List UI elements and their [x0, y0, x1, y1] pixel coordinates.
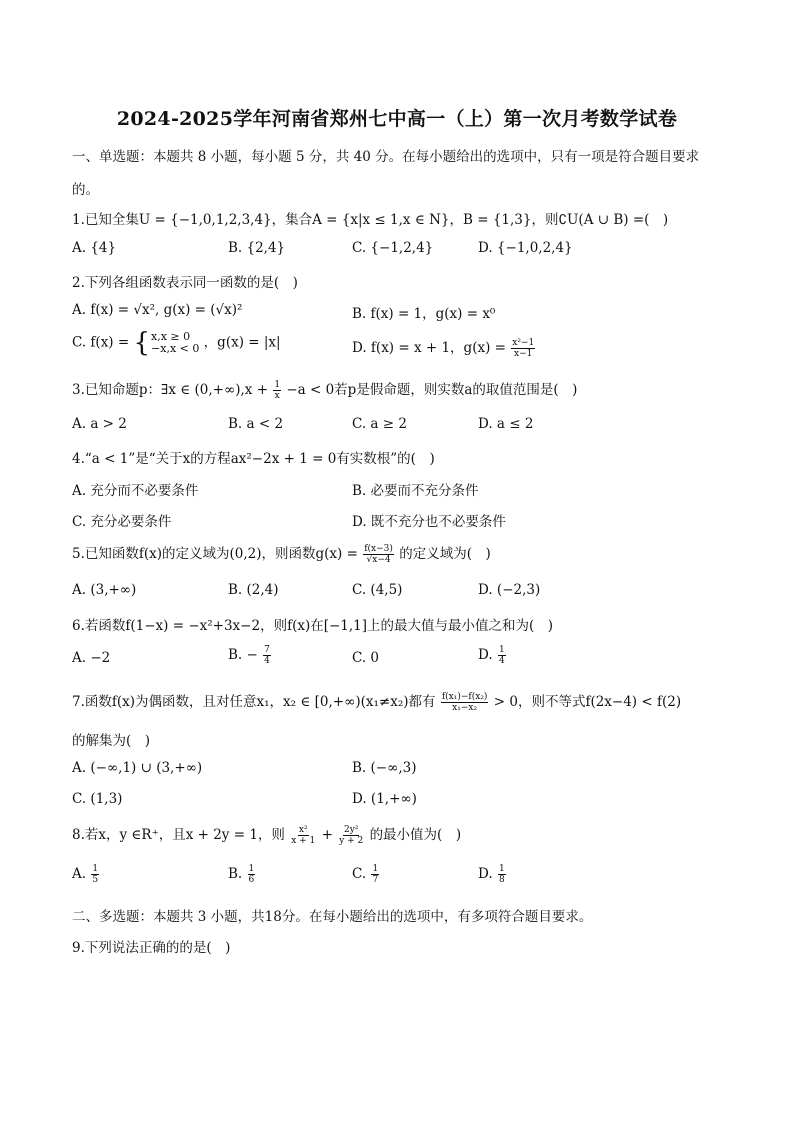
q3-stem-part-a: 3.已知命题p：∃x ∈ (0,+∞),x + [72, 382, 269, 398]
option-prefix: C. [352, 866, 367, 882]
q2-option-b: B. f(x) = 1，g(x) = x⁰ [352, 306, 496, 322]
fraction-denominator: 4 [264, 656, 270, 666]
q3-stem-part-b: −a < 0若p是假命题，则实数a的取值范围是( ) [286, 382, 578, 398]
q8-option-c [352, 864, 380, 885]
fraction-denominator: 5 [92, 875, 99, 885]
q8-stem-part-b: 的最小值为( ) [369, 827, 462, 843]
q6-stem: 6.若函数f(1−x) = −x²+3x−2，则f(x)在[−1,1]上的最大值与最小值之和为( ) [72, 618, 554, 634]
fraction-numerator: 1 [372, 864, 379, 874]
fraction-denominator: x + 1 [291, 836, 316, 846]
q7-fraction [441, 692, 489, 713]
fraction-denominator: x [274, 391, 280, 401]
q8-option-a [72, 864, 100, 885]
fraction-denominator: 4 [498, 656, 505, 666]
fraction-denominator: 6 [248, 875, 255, 885]
q3-option-d: D. a ≤ 2 [478, 416, 534, 432]
q4-option-d: D. 既不充分也不必要条件 [352, 514, 506, 530]
q7-stem [72, 690, 681, 713]
q2-option-c-piecewise [133, 330, 199, 356]
option-prefix: D. [478, 866, 493, 882]
q6-option-d [478, 645, 507, 666]
exam-title: 2024-2025学年河南省郑州七中高一（上）第一次月考数学试卷 [116, 108, 678, 130]
q7-stem-part-a: 7.函数f(x)为偶函数，且对任意x₁，x₂ ∈ [0,+∞)(x₁≠x₂)都有 [72, 694, 436, 710]
q1-stem: 1.已知全集U = {−1,0,1,2,3,4}，集合A = {x|x ≤ 1,x ∈ N}，B = {1,3}，则∁U(A ∪ B) =( ) [72, 212, 669, 228]
q7-option-c: C. (1,3) [72, 791, 123, 807]
fraction-denominator: x−1 [514, 349, 533, 359]
q8-plus: + [321, 827, 333, 843]
q3-option-a: A. a > 2 [72, 416, 127, 432]
section1-header-cont: 的。 [72, 182, 99, 198]
q1-option-c: C. {−1,2,4} [352, 240, 434, 256]
q2-option-c-suffix: ，g(x) = |x| [203, 334, 281, 351]
q7-option-a: A. (−∞,1) ∪ (3,+∞) [72, 760, 203, 776]
q3-stem [72, 378, 577, 401]
section1-header: 一、单选题：本题共 8 小题，每小题 5 分，共 40 分。在每小题给出的选项中，只有一项是符合题目要求 [72, 149, 700, 165]
option-fraction [91, 864, 99, 885]
option-fraction [498, 864, 506, 885]
q2-option-a: A. f(x) = √x², g(x) = (√x)² [72, 302, 243, 318]
q8-option-b [228, 864, 256, 885]
q4-option-c: C. 充分必要条件 [72, 514, 172, 530]
fraction-numerator: x²−1 [512, 338, 535, 348]
q1-option-b: B. {2,4} [228, 240, 286, 256]
q5-option-c: C. (4,5) [352, 582, 403, 598]
q8-stem [72, 823, 461, 846]
q2-option-c [72, 330, 281, 356]
fraction-numerator: 1 [498, 864, 505, 874]
q7-stem-part-b: > 0，则不等式f(2x−4) < f(2) [493, 694, 682, 710]
q8-fraction-1 [290, 825, 316, 846]
q5-fraction [363, 544, 394, 565]
q8-option-d [478, 864, 507, 885]
q5-option-d: D. (−2,3) [478, 582, 541, 598]
fraction-numerator: 1 [274, 380, 281, 390]
q2-option-d [352, 336, 536, 359]
q5-option-b: B. (2,4) [228, 582, 279, 598]
q3-option-c: C. a ≥ 2 [352, 416, 407, 432]
option-fraction [371, 864, 379, 885]
fraction-denominator: 8 [498, 875, 505, 885]
q1-option-d: D. {−1,0,2,4} [478, 240, 573, 256]
q2-option-c-prefix: C. f(x) = [72, 334, 130, 351]
q3-fraction [273, 380, 281, 401]
q2-case-1: x,x ≥ 0 [151, 330, 191, 343]
q1-option-a: A. {4} [72, 240, 117, 256]
q4-option-a: A. 充分而不必要条件 [72, 483, 199, 499]
q9-stem: 9.下列说法正确的的是( ) [72, 940, 231, 956]
fraction-denominator: x₁−x₂ [452, 703, 478, 713]
q4-option-b: B. 必要而不充分条件 [352, 483, 479, 499]
q8-fraction-2 [338, 825, 364, 846]
section2-header: 二、多选题：本题共 3 小题，共18分。在每小题给出的选项中，有多项符合题目要求。 [72, 909, 593, 925]
brace-glyph: { [133, 328, 151, 358]
q3-option-b: B. a < 2 [228, 416, 284, 432]
option-fraction [248, 864, 256, 885]
fraction-numerator: f(x₁)−f(x₂) [441, 692, 488, 702]
q2-option-d-fraction [511, 338, 535, 359]
q2-case-2: −x,x < 0 [151, 342, 200, 355]
q6-option-c: C. 0 [352, 650, 380, 666]
fraction-numerator: 1 [92, 864, 99, 874]
q5-stem-part-a: 5.已知函数f(x)的定义域为(0,2)，则函数g(x) = [72, 546, 358, 562]
q7-option-b: B. (−∞,3) [352, 760, 417, 776]
fraction-numerator: 2y² [344, 825, 359, 835]
q8-stem-part-a: 8.若x，y ∈R⁺，且x + 2y = 1，则 [72, 827, 285, 843]
fraction-numerator: f(x−3) [364, 544, 393, 554]
q2-option-d-prefix: D. f(x) = x + 1，g(x) = [352, 340, 506, 356]
q2-stem: 2.下列各组函数表示同一函数的是( ) [72, 275, 298, 291]
q7-option-d: D. (1,+∞) [352, 791, 417, 807]
option-prefix: B. [228, 866, 243, 882]
fraction-denominator: 7 [372, 875, 379, 885]
q6-option-b-fraction [263, 645, 271, 666]
q5-stem [72, 542, 491, 565]
q5-option-a: A. (3,+∞) [72, 582, 137, 598]
q5-stem-part-b: 的定义域为( ) [399, 546, 491, 562]
fraction-numerator: 1 [248, 864, 255, 874]
fraction-numerator: 7 [264, 645, 270, 655]
option-prefix: A. [72, 866, 87, 882]
q6-option-d-fraction [498, 645, 506, 666]
q6-option-a: A. −2 [72, 650, 111, 666]
q6-option-d-prefix: D. [478, 647, 493, 663]
fraction-denominator: √x−4 [366, 555, 391, 565]
fraction-numerator: x² [298, 825, 308, 835]
q6-option-b-prefix: B. − [228, 647, 258, 663]
q4-stem: 4.“a < 1”是“关于x的方程ax²−2x + 1 = 0有实数根”的( ) [72, 451, 435, 467]
fraction-denominator: y + 2 [339, 836, 364, 846]
fraction-numerator: 1 [498, 645, 505, 655]
q7-stem-cont: 的解集为( ) [72, 733, 151, 749]
q6-option-b [228, 645, 272, 666]
